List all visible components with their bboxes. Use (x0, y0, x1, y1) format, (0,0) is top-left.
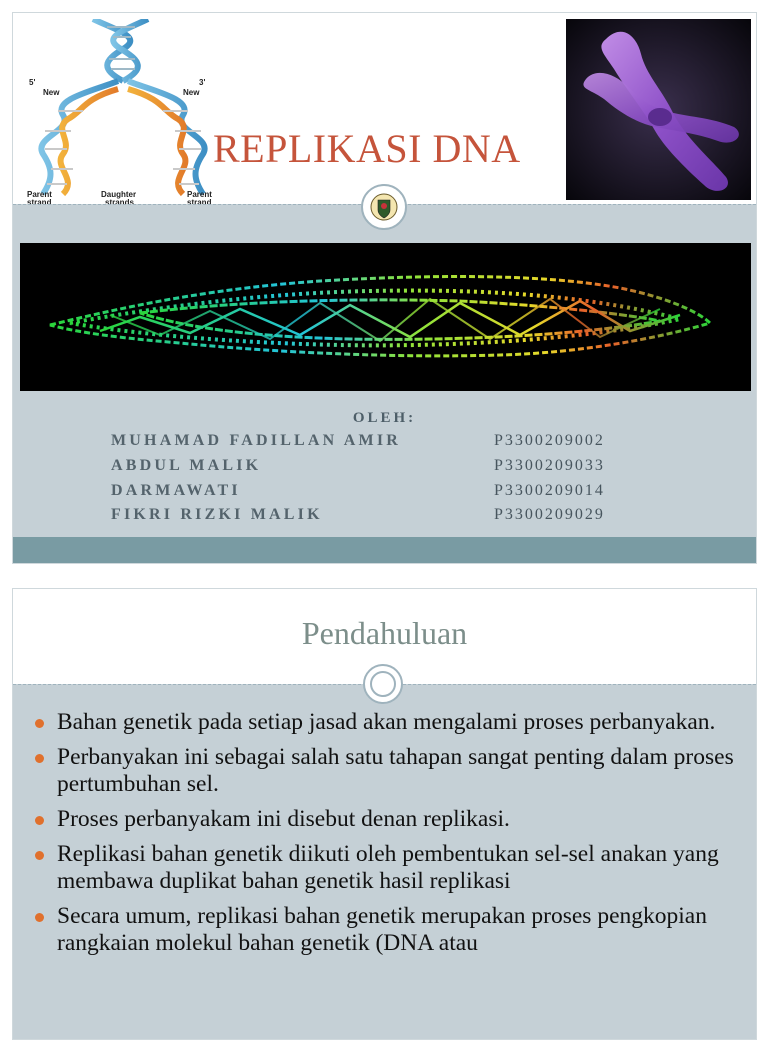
dna-replication-diagram (23, 19, 223, 204)
label-parent-left: Parent (27, 190, 52, 199)
ring-ornament-icon (363, 664, 403, 704)
author-nim: P3300209033 (494, 457, 605, 474)
label-strands: strands (105, 198, 134, 204)
author-nim: P3300209029 (494, 506, 605, 523)
bullet-item (35, 806, 735, 833)
author-nim: P3300209002 (494, 432, 605, 449)
bullet-text: Secara umum, replikasi bahan genetik merupakan proses pengkopian rangkaian molekul bahan genetik (DNA atau (57, 903, 707, 956)
author-name: ABDUL MALIK (111, 457, 262, 474)
label-parent-right: Parent (187, 190, 212, 199)
title-slide-header (13, 13, 756, 204)
slide-title: Pendahuluan (301, 615, 468, 651)
slide-footer-bar (13, 537, 756, 563)
author-name: MUHAMAD FADILLAN AMIR (111, 432, 401, 449)
chromosome-image (566, 19, 751, 200)
label-3prime: 3' (199, 78, 206, 87)
bullet-item (35, 841, 735, 895)
author-nim: P3300209014 (494, 482, 605, 499)
author-row (111, 482, 671, 506)
author-row (111, 457, 671, 481)
dna-structure-image (20, 243, 751, 391)
bullet-text: Replikasi bahan genetik diikuti oleh pembentukan sel-sel anakan yang membawa duplikat bahan genetik hasil replikasi (57, 841, 719, 894)
bullet-dot-icon (35, 851, 44, 860)
bullet-dot-icon (35, 913, 44, 922)
author-name: FIKRI RIZKI MALIK (111, 506, 323, 523)
bullet-item (35, 903, 735, 957)
university-seal-icon (361, 184, 407, 230)
label-daughter: Daughter (101, 190, 137, 199)
label-5prime: 5' (29, 78, 36, 87)
bullet-text: Proses perbanyakam ini disebut denan replikasi. (57, 806, 510, 832)
bullet-item (35, 709, 735, 736)
bullet-text: Perbanyakan ini sebagai salah satu tahapan sangat penting dalam proses pertumbuhan sel. (57, 744, 734, 797)
bullet-dot-icon (35, 719, 44, 728)
bullet-list (35, 709, 735, 965)
title-slide (12, 12, 757, 564)
intro-slide (12, 588, 757, 1040)
bullet-item (35, 744, 735, 798)
label-new-left: New (43, 88, 60, 97)
label-new-right: New (183, 88, 200, 97)
slide-title: REPLIKASI DNA (213, 126, 521, 171)
label-strand-right: strand (187, 198, 212, 204)
bullet-dot-icon (35, 754, 44, 763)
bullet-dot-icon (35, 816, 44, 825)
authors-label: OLEH: (352, 410, 417, 426)
author-name: DARMAWATI (111, 482, 241, 499)
author-row (111, 506, 671, 530)
author-row (111, 432, 671, 456)
label-strand-left: strand (27, 198, 52, 204)
bullet-text: Bahan genetik pada setiap jasad akan mengalami proses perbanyakan. (57, 709, 716, 735)
